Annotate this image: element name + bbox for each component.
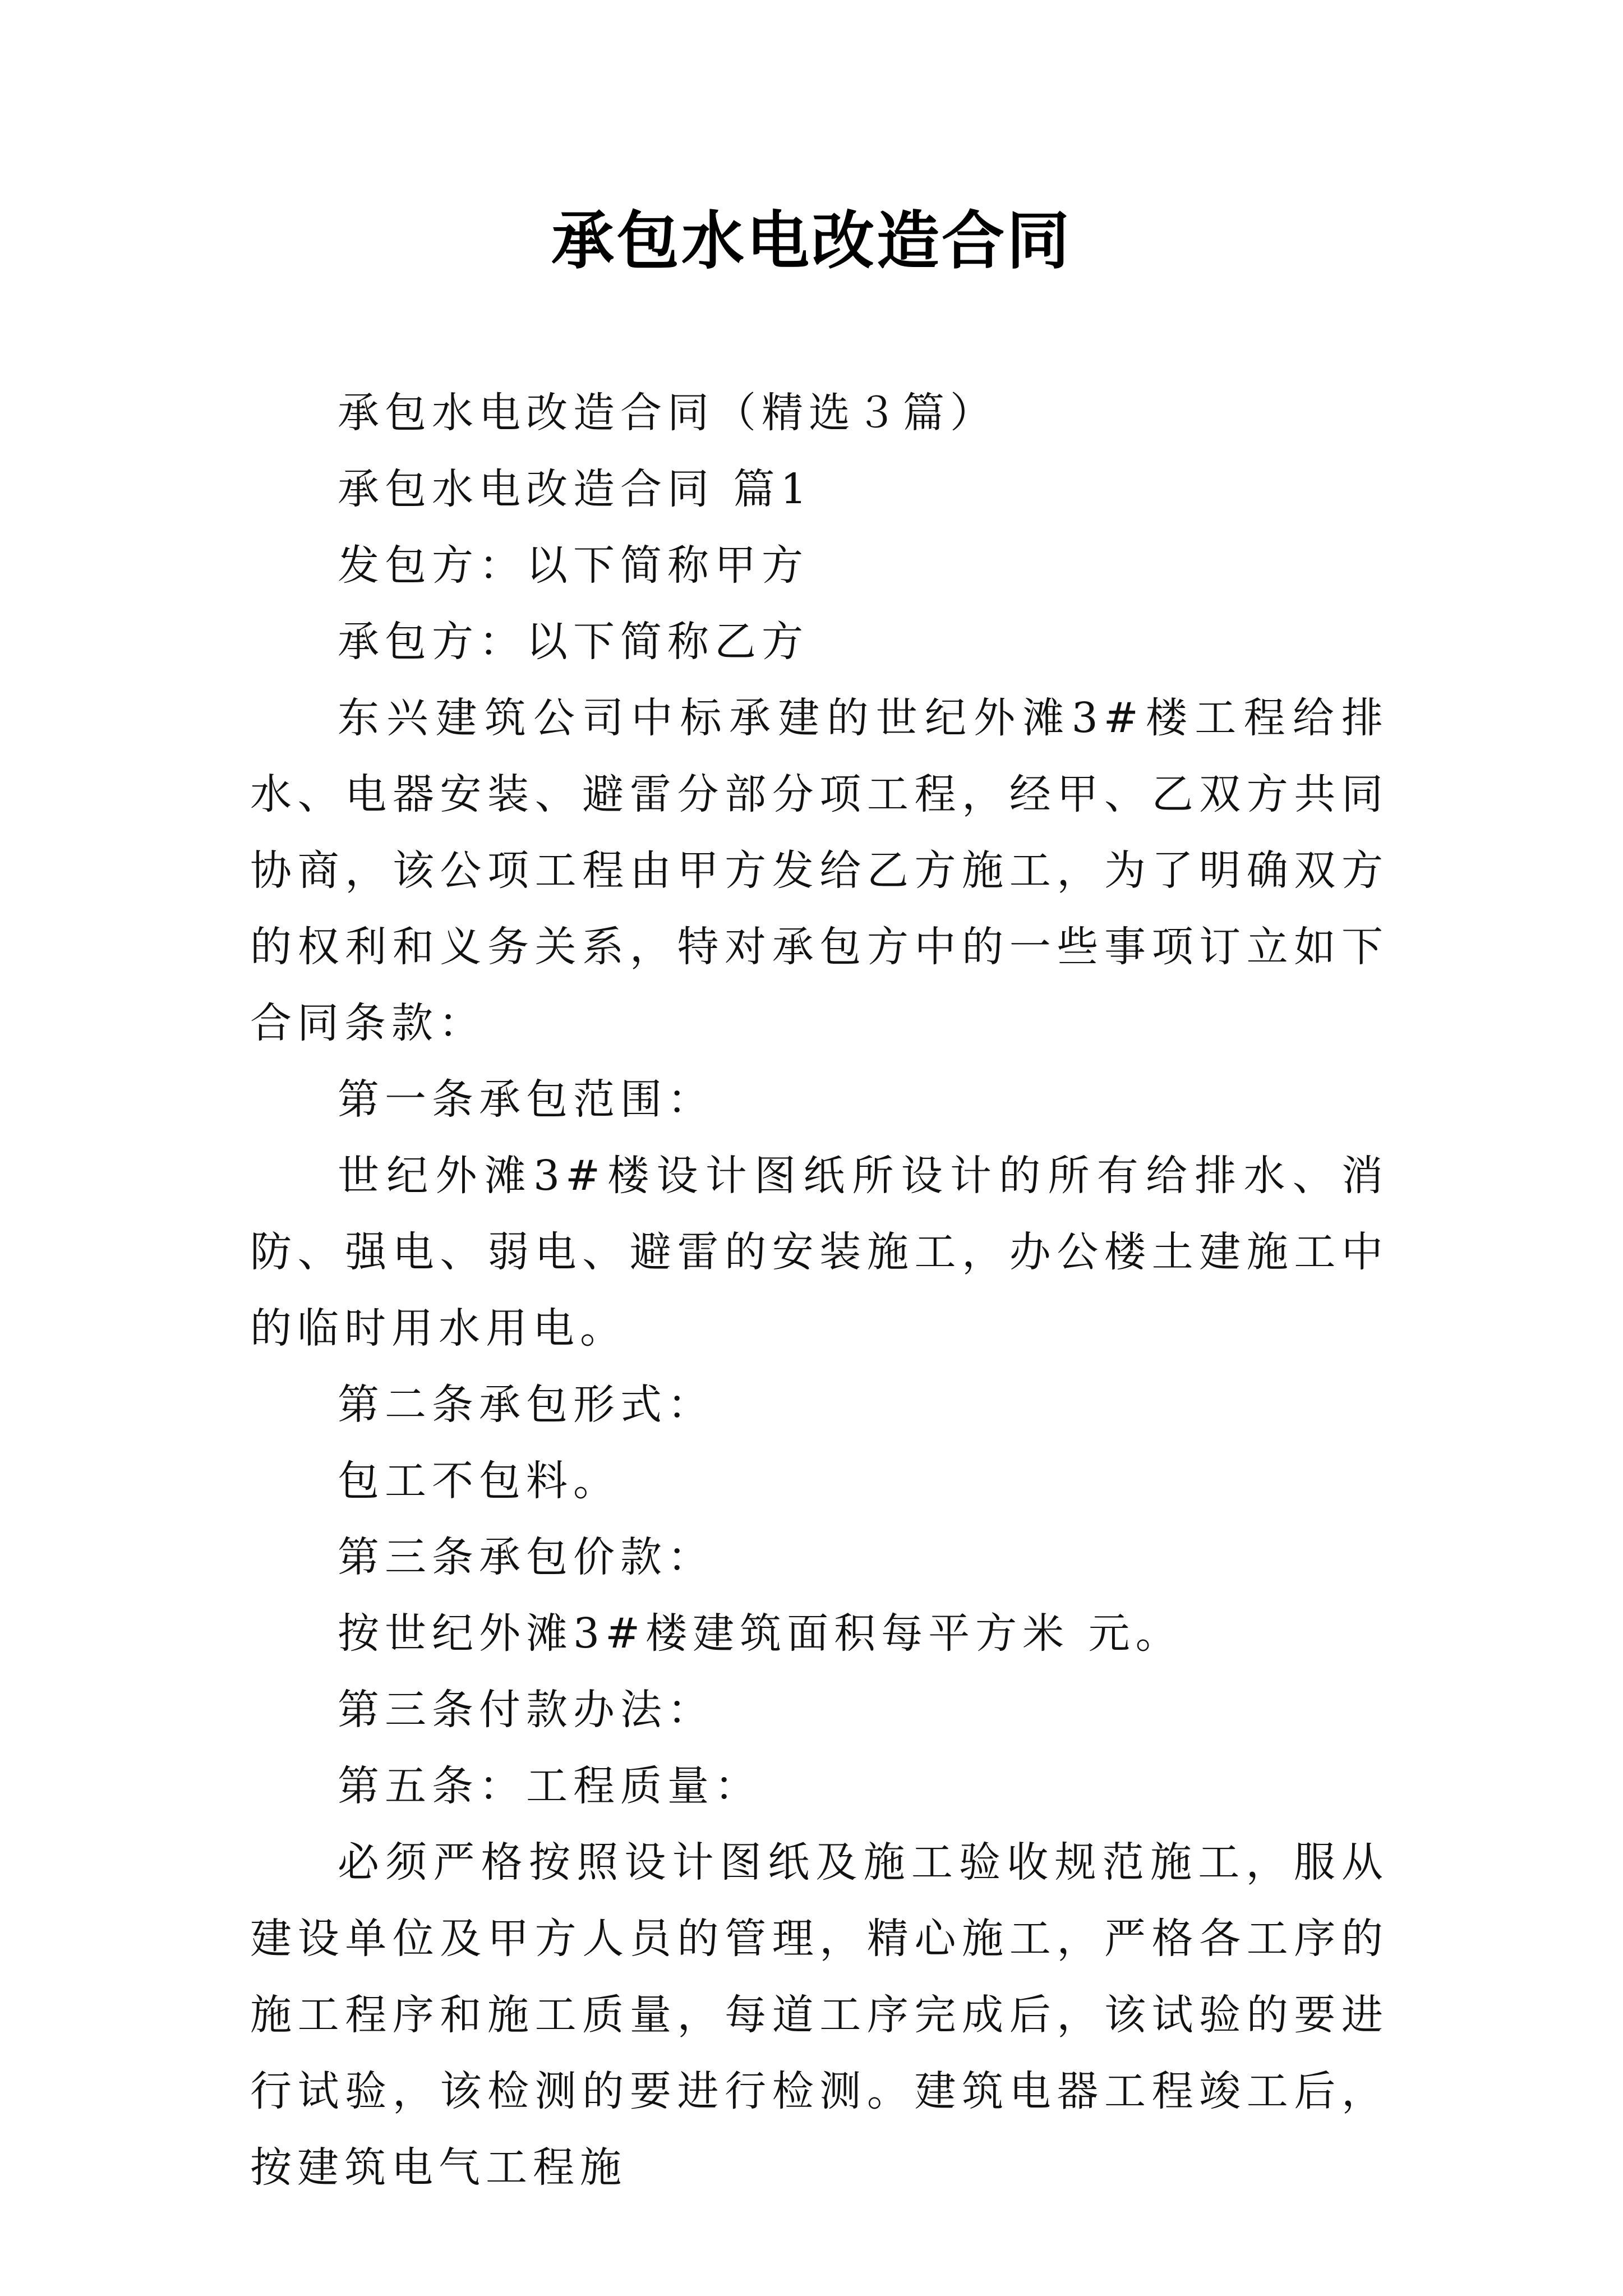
paragraph-article-1-body: 世纪外滩3#楼设计图纸所设计的所有给排水、消防、强电、弱电、避雷的安装施工，办公楼土建施工中的临时用水用电。 [250,1152,1389,1352]
paragraph-heading-part-1: 承包水电改造合同 篇1 [338,465,813,513]
document-body [250,375,1389,2206]
document-title: 承包水电改造合同 [551,205,1072,278]
paragraph-payment-heading: 第三条付款办法： [338,1686,714,1734]
paragraph-party-b: 承包方：以下简称乙方 [338,618,809,666]
paragraph-heading-collection: 承包水电改造合同（精选３篇） [338,389,997,437]
paragraph-article-2-heading: 第二条承包形式： [338,1381,714,1429]
paragraph-article-2-body: 包工不包料。 [338,1457,620,1505]
paragraph-article-5-heading: 第五条：工程质量： [338,1762,762,1810]
paragraph-party-a: 发包方：以下简称甲方 [338,541,809,590]
paragraph-article-3-body: 按世纪外滩3#楼建筑面积每平方米 元。 [338,1609,1183,1658]
paragraph-preamble: 东兴建筑公司中标承建的世纪外滩3#楼工程给排水、电器安装、避雷分部分项工程，经甲、乙双方共同协商，该公项工程由甲方发给乙方施工，为了明确双方的权利和义务关系，特对承包方中的一些事项订立如下合同条款： [250,694,1389,1047]
paragraph-article-5-body: 必须严格按照设计图纸及施工验收规范施工，服从建设单位及甲方人员的管理，精心施工，严格各工序的施工程序和施工质量，每道工序完成后，该试验的要进行试验，该检测的要进行检测。建筑电器工程竣工后，按建筑电气工程施 [250,1838,1389,2192]
paragraph-article-3-heading: 第三条承包价款： [338,1533,714,1581]
paragraph-article-1-heading: 第一条承包范围： [338,1075,714,1124]
